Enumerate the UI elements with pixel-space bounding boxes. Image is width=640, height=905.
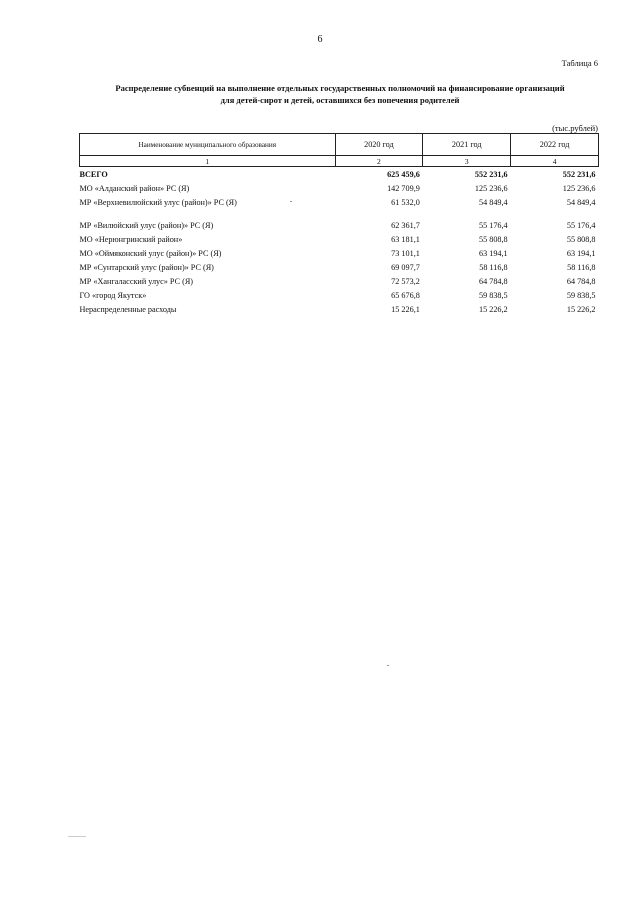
table-label: Таблица 6 [561, 58, 598, 68]
municipality-name: МО «Нерюнгринский район» [79, 234, 183, 244]
total-2020: 625 459,6 [387, 169, 420, 179]
page-number: 6 [317, 34, 323, 45]
value-2020: 142 709,9 [387, 183, 420, 193]
value-2022: 125 236,6 [562, 183, 596, 193]
scan-speck [68, 836, 86, 837]
scan-speck [290, 201, 292, 202]
table-row [80, 232, 599, 246]
table-row [80, 274, 599, 288]
header-2022: 2022 год [511, 134, 599, 156]
header-municipality: Наименование муниципального образования [80, 134, 336, 156]
spacer-row [80, 209, 599, 218]
value-2021: 125 236,6 [474, 183, 508, 193]
value-2022: 15 226,2 [566, 304, 596, 314]
table-row [80, 260, 599, 274]
value-2022: 63 194,1 [566, 248, 596, 258]
value-2020: 69 097,7 [391, 262, 420, 272]
value-2021: 15 226,2 [478, 304, 508, 314]
title-line-2: для детей-сирот и детей, оставшихся без попечения родителей [220, 95, 460, 105]
municipality-name: Нераспределенные расходы [79, 304, 177, 314]
value-2021: 64 784,8 [478, 276, 508, 286]
column-number: 4 [511, 156, 599, 167]
title-line-1: Распределение субвенций на выполнение отдельных государственных полномочий на финансирование организаций [115, 83, 565, 93]
table-row [80, 181, 599, 195]
value-2021: 58 116,8 [479, 262, 508, 272]
value-2022: 55 808,8 [566, 234, 596, 244]
value-2022: 54 849,4 [566, 197, 596, 207]
table-row [80, 246, 599, 260]
column-number: 3 [423, 156, 511, 167]
value-2020: 61 532,0 [391, 197, 420, 207]
value-2022: 55 176,4 [566, 220, 596, 230]
value-2020: 72 573,2 [391, 276, 420, 286]
value-2021: 59 838,5 [478, 290, 508, 300]
municipality-name: МО «Алданский район» РС (Я) [79, 183, 190, 193]
total-2022: 552 231,6 [562, 169, 596, 179]
municipality-name: МР «Верхневилюйский улус (район)» РС (Я) [79, 197, 237, 207]
column-number: 1 [80, 156, 336, 167]
table-row [80, 218, 599, 232]
value-2022: 64 784,8 [566, 276, 596, 286]
scan-speck [387, 665, 389, 666]
table-row [80, 302, 599, 316]
header-2021: 2021 год [423, 134, 511, 156]
municipality-name: МР «Хангаласский улус» РС (Я) [79, 276, 194, 286]
municipality-name: ГО «город Якутск» [79, 290, 147, 300]
column-number-row [80, 156, 599, 167]
total-2021: 552 231,6 [474, 169, 508, 179]
municipality-name: МР «Вилюйский улус (район)» РС (Я) [79, 220, 214, 230]
value-2020: 15 226,1 [391, 304, 420, 314]
value-2020: 63 181,1 [391, 234, 420, 244]
value-2021: 63 194,1 [478, 248, 508, 258]
document-title [80, 82, 600, 106]
value-2021: 55 176,4 [478, 220, 508, 230]
value-2021: 55 808,8 [478, 234, 508, 244]
value-2020: 73 101,1 [391, 248, 420, 258]
header-2020: 2020 год [335, 134, 423, 156]
value-2021: 54 849,4 [478, 197, 508, 207]
value-2022: 58 116,8 [567, 262, 596, 272]
municipality-name: МР «Сунтарский улус (район)» РС (Я) [79, 262, 214, 272]
table-header-row [80, 134, 599, 156]
subsidy-table [79, 133, 599, 316]
value-2020: 65 676,8 [391, 290, 420, 300]
total-row [80, 167, 599, 182]
table-row [80, 195, 599, 209]
municipality-name: МО «Оймяконский улус (район)» РС (Я) [79, 248, 222, 258]
table-row [80, 288, 599, 302]
value-2020: 62 361,7 [391, 220, 420, 230]
units-label: (тыс.рублей) [552, 123, 598, 133]
column-number: 2 [335, 156, 423, 167]
value-2022: 59 838,5 [566, 290, 596, 300]
total-label: ВСЕГО [79, 169, 108, 179]
